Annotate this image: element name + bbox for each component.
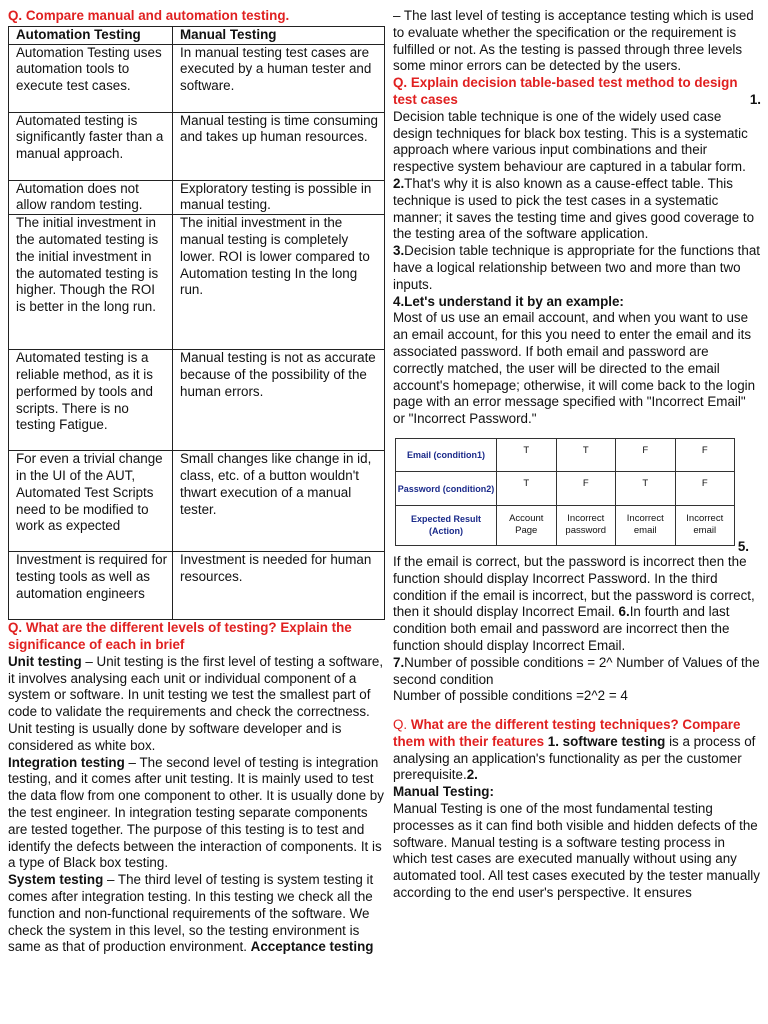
table-row xyxy=(396,472,735,506)
table-cell: Automated testing is significantly faster than a manual approach. xyxy=(9,112,173,180)
table-row xyxy=(9,44,385,112)
question-levels-of-testing: Q. What are the different levels of testing? Explain the significance of each in brief xyxy=(8,620,352,652)
manual-testing-paragraph: Manual Testing is one of the most fundamental testing processes as it can find both visible and hidden defects of the software. Manual testing is a software testing process in which test cases are executed manually without using any automated tool. All test cases executed by the tester manually according to the end user's perspective. It ensures xyxy=(393,801,760,901)
table-cell: Automated testing is a reliable method, as it is performed by tools and scripts. There is no testing Fatigue. xyxy=(9,350,173,451)
decision-paragraph-7-text: Number of possible conditions = 2^ Number of Values of the second condition xyxy=(393,654,760,687)
decision-paragraph-5 xyxy=(393,554,761,655)
integration-testing-paragraph xyxy=(8,755,386,873)
decision-paragraph-7 xyxy=(393,655,761,689)
decision-cell: F xyxy=(556,472,616,506)
point-number: 6. xyxy=(618,604,630,620)
point-number: 5. xyxy=(737,538,749,554)
question-testing-techniques-text: What are the different testing techniques? Compare them with their features xyxy=(393,717,741,749)
table-cell: The initial investment in the automated testing is the initial investment in the automated testing is higher. Though the ROI is better in the long run. xyxy=(9,215,173,350)
table-header-automation: Automation Testing xyxy=(9,26,173,44)
decision-paragraph-7b: Number of possible conditions =2^2 = 4 xyxy=(393,688,628,704)
question-compare-testing: Q. Compare manual and automation testing. xyxy=(8,8,290,23)
table-row xyxy=(9,180,385,215)
table-row xyxy=(9,215,385,350)
table-row xyxy=(396,505,735,545)
table-cell: Investment is required for testing tools as well as automation engineers xyxy=(9,552,173,620)
table-cell: Manual testing is not as accurate because of the possibility of the human errors. xyxy=(173,350,385,451)
decision-row-label: Expected Result (Action) xyxy=(396,505,497,545)
decision-cell: Incorrect email xyxy=(675,505,735,545)
system-testing-text: – The third level of testing is system testing it comes after integration testing. In this testing we check all the function and non-functional requirements of the software. We check the system in this level, so the testing environment is same as that of production environment. xyxy=(8,872,374,955)
acceptance-testing-term: Acceptance testing xyxy=(250,939,374,955)
question-decision-table-text: Q. Explain decision table-based test method to design test cases xyxy=(393,75,738,107)
decision-paragraph-3-text: Decision table technique is appropriate for the functions that have a logical relationship between two and more than two inputs. xyxy=(393,243,760,292)
decision-cell: Incorrect password xyxy=(556,505,616,545)
decision-cell: T xyxy=(497,438,557,472)
unit-testing-text: – Unit testing is the first level of testing a software, it involves analysing each unit or individual component of a system or software. In unit testing we test the smallest part of code to validate the requirements and check the correctness. Unit testing is usually done by software developer and is considered as white box. xyxy=(8,653,384,753)
decision-cell: Incorrect email xyxy=(616,505,676,545)
decision-row-label: Password (condition2) xyxy=(396,472,497,506)
decision-cell: Account Page xyxy=(497,505,557,545)
decision-table xyxy=(395,438,749,554)
decision-paragraph-5-text: If the email is correct, but the password is incorrect then the function should display Incorrect Password. In the third condition if the email is incorrect, but the password is correct, then it should display Incorrect Email. xyxy=(393,553,755,620)
table-cell: For even a trivial change in the UI of the AUT, Automated Test Scripts need to be modified to work as expected xyxy=(9,451,173,552)
acceptance-testing-continued: – The last level of testing is acceptance testing which is used to evaluate whether the specification or the requirement is fulfilled or not. As the testing is passed through three levels some minor errors can be detected by the users. xyxy=(393,8,754,74)
table-header-manual: Manual Testing xyxy=(173,26,385,44)
table-cell: The initial investment in the manual testing is completely lower. ROI is lower compared to Automation testing In the long run. xyxy=(173,215,385,350)
decision-cell: T xyxy=(497,472,557,506)
table-header-row xyxy=(9,26,385,44)
system-testing-paragraph xyxy=(8,872,386,956)
point-number: 2. xyxy=(393,175,405,191)
point-number: 2. xyxy=(466,767,478,783)
table-row xyxy=(9,350,385,451)
system-testing-term: System testing xyxy=(8,872,104,888)
table-cell: Small changes like change in id, class, etc. of a button wouldn't thwart execution of a manual tester. xyxy=(173,451,385,552)
table-cell: Investment is needed for human resources. xyxy=(173,552,385,620)
point-number: 1. xyxy=(749,91,761,107)
table-row xyxy=(396,438,735,472)
decision-paragraph-2-text: That's why it is also known as a cause-effect table. This technique is used to pick the test cases in a systematic manner; it saves the testing time and gives good coverage to the testing area of the software application. xyxy=(393,175,755,242)
point-number: 3. xyxy=(393,243,405,259)
table-row xyxy=(9,552,385,620)
left-column xyxy=(8,8,386,956)
decision-paragraph-3 xyxy=(393,243,761,293)
integration-testing-term: Integration testing xyxy=(8,754,125,770)
question-testing-techniques xyxy=(393,717,761,784)
question-prefix: Q. xyxy=(393,717,411,733)
right-column xyxy=(393,8,761,902)
point-number: 1. software testing xyxy=(544,733,666,749)
decision-cell: F xyxy=(675,472,735,506)
comparison-table xyxy=(8,26,385,620)
software-testing-text: is a process of analysing an application's functionality as per the customer prerequisite. xyxy=(393,733,756,783)
unit-testing-term: Unit testing xyxy=(8,653,82,669)
spacer xyxy=(393,705,761,717)
decision-cell: T xyxy=(556,438,616,472)
table-row xyxy=(9,451,385,552)
decision-cell: F xyxy=(675,438,735,472)
table-cell: Exploratory testing is possible in manual testing. xyxy=(173,180,385,215)
table-cell: Automation does not allow random testing. xyxy=(9,180,173,215)
integration-testing-text: – The second level of testing is integration testing, and it comes after unit testing. It is mainly used to test the data flow from one component to other. It is usually done by the test engineer. In integration testing separate components are tested together. The purpose of this testing is to test and identify the defects between the interaction of components. It is a type of Black box testing. xyxy=(8,754,384,871)
table-cell: Manual testing is time consuming and takes up human resources. xyxy=(173,112,385,180)
decision-row-label: Email (condition1) xyxy=(396,438,497,472)
decision-paragraph-1: Decision table technique is one of the widely used case design techniques for black box testing. This is a systematic approach where various input combinations and their respective system behaviour are captured in a tabular form. xyxy=(393,108,748,175)
example-paragraph: Most of us use an email account, and when you want to use an email account, for this you need to enter the email and its associated password. If both email and password are correctly matched, the user will be directed to the email account's homepage; otherwise, it will come back to the login page with an error message specified with "Incorrect Email" or "Incorrect Password." xyxy=(393,310,756,427)
decision-cell: T xyxy=(616,472,676,506)
point-number: 7. xyxy=(393,654,405,670)
decision-paragraph-6-text: In fourth and last condition both email and password are incorrect then the function should display Incorrect Email. xyxy=(393,604,730,653)
question-decision-table xyxy=(393,75,761,109)
unit-testing-paragraph xyxy=(8,654,386,755)
example-heading: 4.Let's understand it by an example: xyxy=(393,293,624,309)
manual-testing-heading: Manual Testing: xyxy=(393,784,494,800)
table-row xyxy=(9,112,385,180)
table-cell: Automation Testing uses automation tools to execute test cases. xyxy=(9,44,173,112)
decision-paragraph-2 xyxy=(393,176,761,243)
decision-cell: F xyxy=(616,438,676,472)
table-cell: In manual testing test cases are executed by a human tester and software. xyxy=(173,44,385,112)
